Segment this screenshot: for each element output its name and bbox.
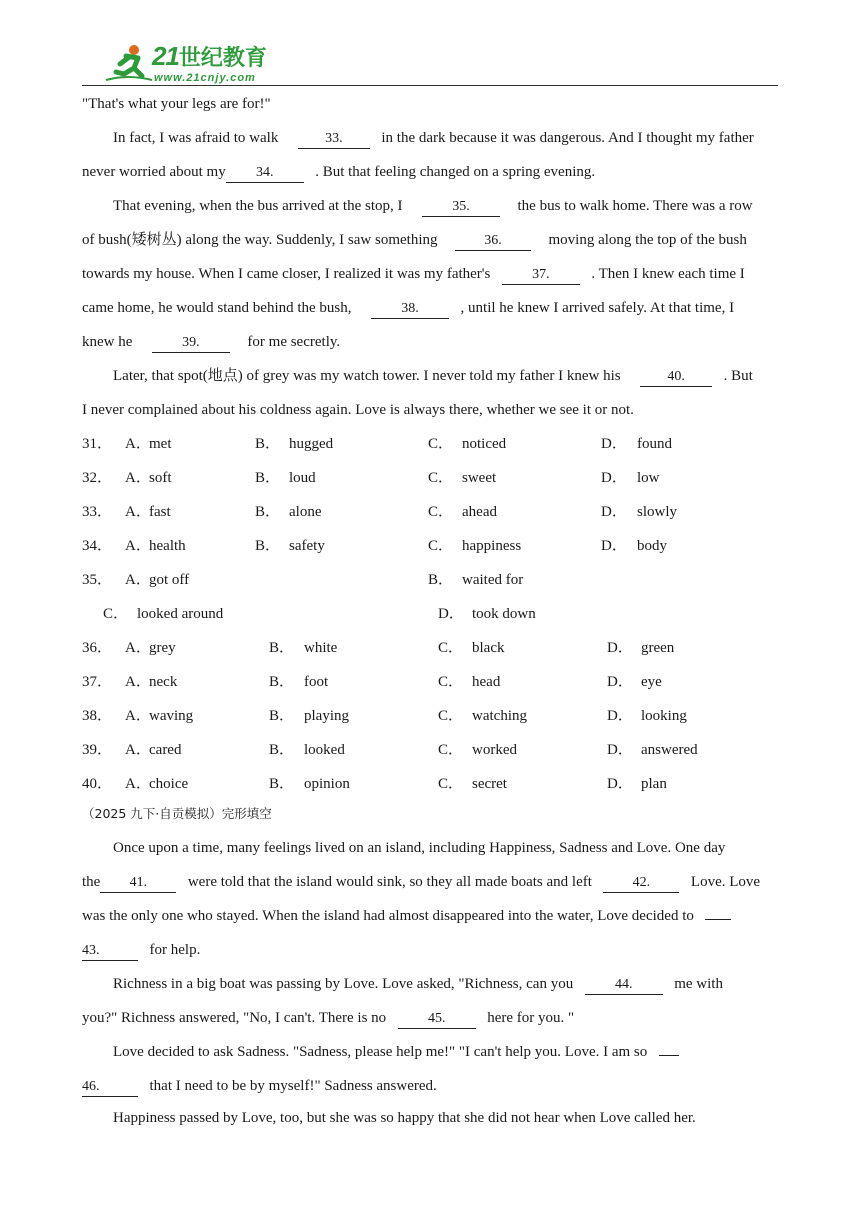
option-letter-B: B． [255,538,281,554]
passage1-line7: came home, he would stand behind the bush, 38. , until he knew I arrived safely. At that time, I [82,298,734,319]
logo-number: 21 [152,41,179,71]
option-D-text[interactable]: plan [641,776,667,792]
passage1-line3: never worried about my 34. . But that feeling changed on a spring evening. [82,162,595,183]
option-letter-A: A． [125,742,151,758]
option-letter-D: D． [601,436,627,452]
blank-36[interactable]: 36. [455,232,531,251]
passage1-line9: Later, that spot(地点) of grey was my watch tower. I never told my father I knew his 40. . But [113,366,753,387]
source-label: （2025 九下·自贡模拟）完形填空 [82,806,272,821]
option-D-text[interactable]: looking [641,708,687,724]
logo-url: www.21cnjy.com [154,72,256,84]
passage2-line6: you?" Richness answered, "No, I can't. There is no 45. here for you. " [82,1008,574,1029]
option-letter-D: D． [607,674,633,690]
passage2-line3: was the only one who stayed. When the island had almost disappeared into the water, Love decided to [82,906,731,926]
option-letter-D: D． [607,742,633,758]
option-letter-C: C． [428,538,454,554]
option-row-39 [82,740,778,760]
option-number: 38． [82,708,113,724]
option-C-text[interactable]: black [472,640,505,656]
option-B-text[interactable]: loud [289,470,316,486]
option-B-text[interactable]: foot [304,674,329,690]
option-letter-C: C． [428,504,454,520]
option-letter-D: D． [438,606,464,622]
blank-40[interactable]: 40. [640,368,712,387]
option-row-38 [82,706,778,726]
option-letter-D: D． [607,776,633,792]
option-letter-A: A． [125,504,151,520]
option-A-text[interactable]: fast [149,504,171,520]
option-B-text[interactable]: looked [304,742,345,758]
option-B-text[interactable]: playing [304,708,349,724]
option-letter-A: A． [125,436,151,452]
option-number: 40． [82,776,113,792]
option-letter-A: A． [125,776,151,792]
option-A-text[interactable]: cared [149,742,182,758]
blank-44[interactable]: 44. [585,976,663,995]
option-letter-B: B． [269,674,295,690]
option-C-text[interactable]: head [472,674,501,690]
passage2-line7: Love decided to ask Sadness. "Sadness, please help me!" "I can't help you. Love. I am so [113,1042,679,1062]
option-row-40 [82,774,778,794]
option-C-text[interactable]: ahead [462,504,497,520]
logo-chinese: 世纪教育 [178,45,267,70]
blank-34[interactable]: 34. [226,164,304,183]
blank-43-start [705,919,731,920]
passage2-line9: Happiness passed by Love, too, but she was so happy that she did not hear when Love called her. [113,1110,696,1126]
option-number: 37． [82,674,113,690]
option-A-text[interactable]: got off [149,572,190,588]
passage2-line8: 46. that I need to be by myself!" Sadness answered. [82,1076,437,1097]
logo-text [152,42,267,84]
option-D-text[interactable]: eye [641,674,662,690]
option-B-text[interactable]: white [304,640,338,656]
option-B-text[interactable]: alone [289,504,322,520]
option-C-text[interactable]: looked around [137,606,224,622]
option-C-text[interactable]: worked [472,742,517,758]
option-letter-B: B． [269,742,295,758]
option-number: 36． [82,640,113,656]
blank-42[interactable]: 42. [603,874,679,893]
option-letter-A: A． [125,572,151,588]
passage1-line5: of bush(矮树丛) along the way. Suddenly, I saw something 36. moving along the top of the bush [82,230,747,251]
option-row-35 [82,570,778,590]
option-A-text[interactable]: health [149,538,186,554]
passage2-line4: 43. for help. [82,940,200,961]
blank-38[interactable]: 38. [371,300,449,319]
option-D-text[interactable]: found [637,436,672,452]
option-D-text[interactable]: took down [472,606,536,622]
option-letter-B: B． [428,572,454,588]
option-row-34 [82,536,778,556]
option-number: 34． [82,538,113,554]
blank-33[interactable]: 33. [298,130,370,149]
option-C-text[interactable]: watching [472,708,527,724]
option-A-text[interactable]: met [149,436,172,452]
option-D-text[interactable]: low [637,470,660,486]
option-letter-B: B． [269,708,295,724]
option-letter-B: B． [255,504,281,520]
option-A-text[interactable]: grey [149,640,176,656]
passage2-line2: the 41. were told that the island would sink, so they all made boats and left 42. Love. Love [82,872,760,893]
header-divider [82,85,778,86]
runner-logo-icon [104,44,154,84]
option-A-text[interactable]: choice [149,776,189,792]
option-B-text[interactable]: safety [289,538,325,554]
logo [104,40,154,84]
option-D-text[interactable]: green [641,640,675,656]
option-B-text[interactable]: waited for [462,572,524,588]
blank-35[interactable]: 35. [422,198,500,217]
option-letter-A: A． [125,708,151,724]
option-number: 39． [82,742,113,758]
passage2-line1: Once upon a time, many feelings lived on an island, including Happiness, Sadness and Love. One day [113,840,726,856]
option-row-36 [82,638,778,658]
passage1-line2: In fact, I was afraid to walk 33. in the dark because it was dangerous. And I thought my father [113,128,754,149]
option-letter-D: D． [607,640,633,656]
option-C-text[interactable]: noticed [462,436,507,452]
option-D-text[interactable]: slowly [637,504,678,520]
option-number: 35． [82,572,113,588]
option-letter-C: C． [438,742,464,758]
option-letter-B: B． [255,436,281,452]
option-letter-B: B． [269,776,295,792]
option-letter-C: C． [428,470,454,486]
option-number: 31． [82,436,113,452]
option-C-text[interactable]: secret [472,776,507,792]
option-letter-B: B． [269,640,295,656]
option-B-text[interactable]: hugged [289,436,334,452]
blank-45[interactable]: 45. [398,1010,476,1029]
passage1-line6: towards my house. When I came closer, I realized it was my father's 37. . Then I knew each time I [82,264,745,285]
option-letter-D: D． [601,538,627,554]
option-letter-A: A． [125,640,151,656]
passage1-line8: knew he 39. for me secretly. [82,332,340,353]
option-B-text[interactable]: opinion [304,776,350,792]
blank-37[interactable]: 37. [502,266,580,285]
blank-46-start [659,1055,679,1056]
option-letter-A: A． [125,470,151,486]
passage2-line5: Richness in a big boat was passing by Love. Love asked, "Richness, can you 44. me with [113,974,723,995]
passage1-line4: That evening, when the bus arrived at the stop, I 35. the bus to walk home. There was a row [113,196,753,217]
option-C-text[interactable]: sweet [462,470,497,486]
passage1-line1: "That's what your legs are for!" [82,96,271,112]
option-D-text[interactable]: body [637,538,667,554]
option-letter-B: B． [255,470,281,486]
option-letter-C: C． [438,640,464,656]
option-letter-C: C． [438,674,464,690]
option-letter-C: C． [428,436,454,452]
option-number: 32． [82,470,113,486]
option-row-32 [82,468,778,488]
option-letter-D: D． [607,708,633,724]
option-row-33 [82,502,778,522]
option-C-text[interactable]: happiness [462,538,522,554]
option-letter-C: C． [438,776,464,792]
option-D-text[interactable]: answered [641,742,698,758]
option-letter-C: C． [103,606,129,622]
passage1-line10: I never complained about his coldness again. Love is always there, whether we see it or not. [82,402,634,418]
option-A-text[interactable]: waving [149,708,194,724]
blank-41[interactable]: 41. [100,874,176,893]
option-A-text[interactable]: neck [149,674,178,690]
option-number: 33． [82,504,113,520]
option-letter-D: D． [601,470,627,486]
option-row-37 [82,672,778,692]
blank-43[interactable]: 43. [82,942,138,961]
option-row-35-cont [82,604,778,624]
blank-39[interactable]: 39. [152,334,230,353]
option-letter-A: A． [125,674,151,690]
option-row-31 [82,434,778,454]
option-A-text[interactable]: soft [149,470,172,486]
option-letter-C: C． [438,708,464,724]
option-letter-D: D． [601,504,627,520]
page-header [82,38,778,86]
option-letter-A: A． [125,538,151,554]
blank-46[interactable]: 46. [82,1078,138,1097]
